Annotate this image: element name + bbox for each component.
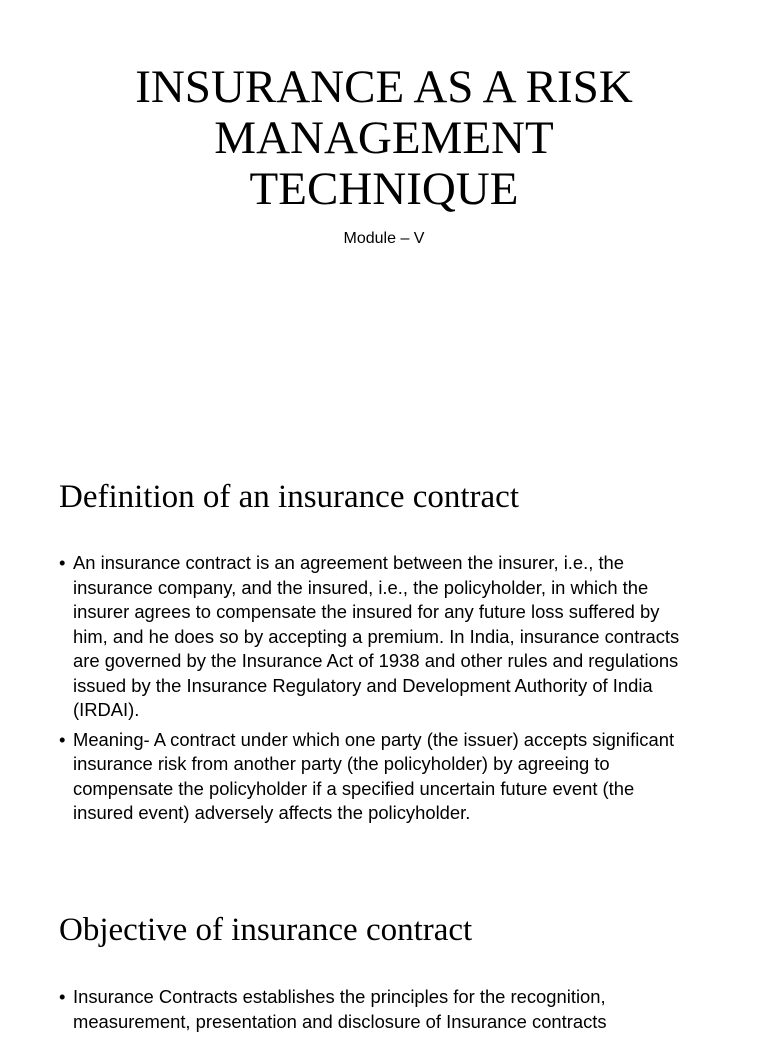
bullet-marker: • bbox=[59, 552, 66, 573]
definition-heading: Definition of an insurance contract bbox=[59, 479, 519, 515]
slide-title bbox=[0, 62, 768, 215]
title-line: MANAGEMENT bbox=[214, 112, 554, 164]
bullet-text: Insurance Contracts establishes the principles for the recognition, measurement, presentation and disclosure of Insurance contracts bbox=[73, 986, 607, 1032]
slide-subtitle: Module – V bbox=[343, 230, 425, 247]
bullet-text: An insurance contract is an agreement between the insurer, i.e., the insurance company, and the insured, i.e., the policyholder, in which the insurer agrees to compensate the insured for any future loss suffered by him, and he does so by accepting a premium. In India, insurance contracts are governed by the Insurance Act of 1938 and other rules and regulations issued by the Insurance Regulatory and Development Authority of India (IRDAI). bbox=[73, 552, 680, 720]
objective-bullet-list bbox=[59, 985, 699, 1039]
objective-heading: Objective of insurance contract bbox=[59, 912, 473, 948]
bullet-marker: • bbox=[59, 728, 66, 750]
title-line: TECHNIQUE bbox=[249, 163, 519, 215]
title-line: INSURANCE AS A RISK bbox=[135, 61, 633, 113]
bullet-item bbox=[59, 551, 699, 723]
bullet-item bbox=[59, 728, 699, 826]
bullet-item bbox=[59, 985, 699, 1034]
content-slide bbox=[0, 430, 768, 1032]
definition-bullet-list bbox=[59, 551, 699, 831]
title-slide bbox=[0, 0, 768, 430]
bullet-text: Meaning- A contract under which one party (the issuer) accepts significant insurance risk from another party (the policyholder) by agreeing to compensate the policyholder if a specified uncertain future event (the insured event) adversely affects the policyholder. bbox=[73, 728, 675, 823]
bullet-marker: • bbox=[59, 986, 66, 1007]
